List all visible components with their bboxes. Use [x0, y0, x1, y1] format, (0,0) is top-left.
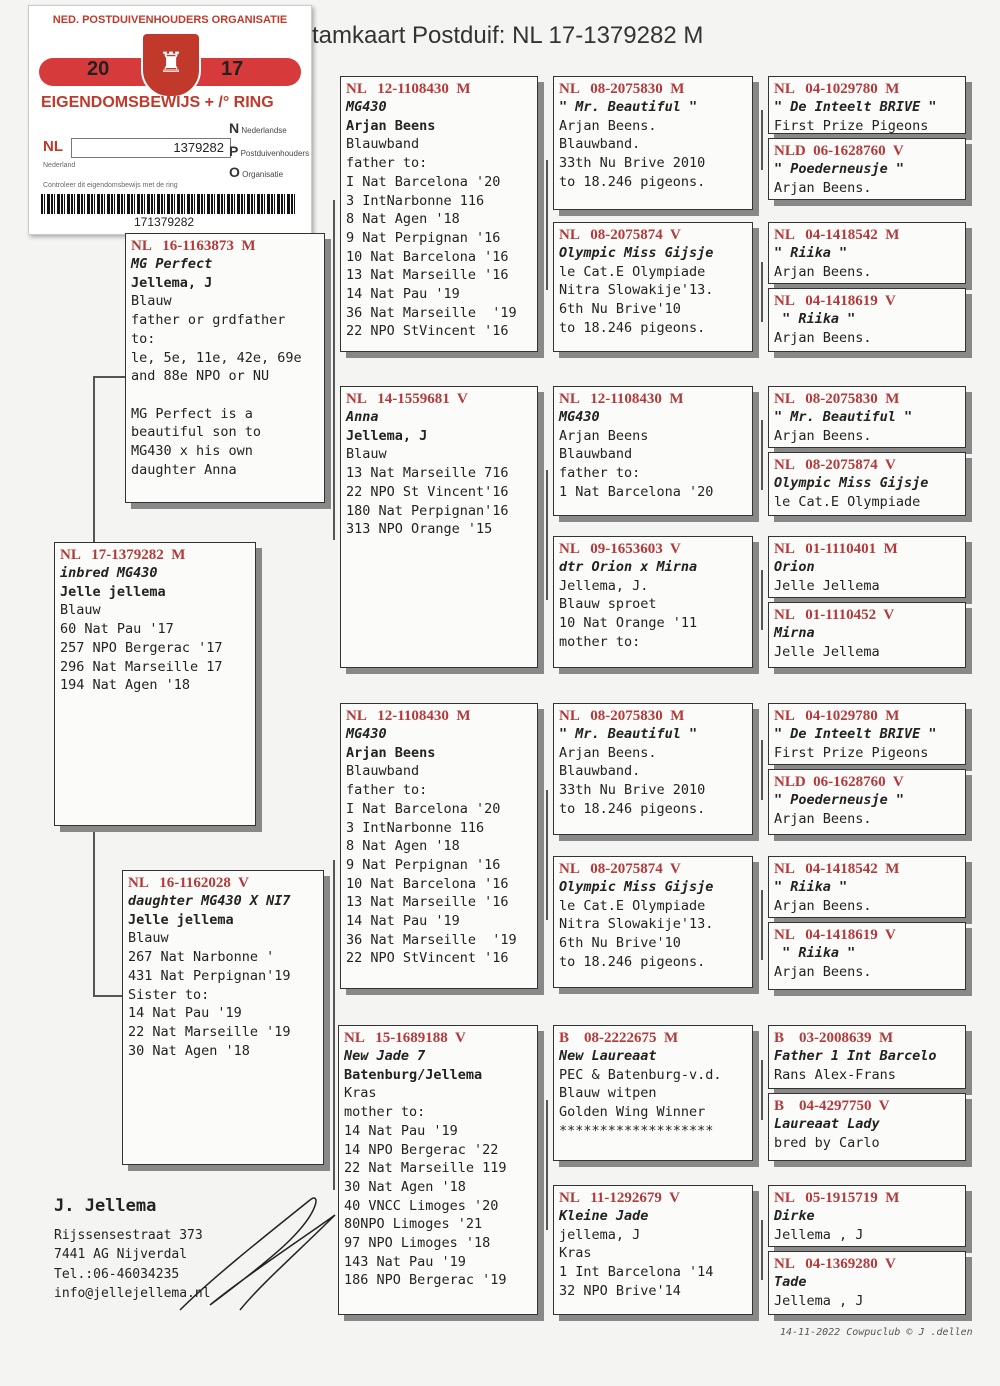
pigeon-name: " Riika "	[774, 879, 848, 895]
pigeon-name: " De Inteelt BRIVE "	[774, 726, 937, 742]
ring-number: NL 09-1653603 V	[559, 541, 681, 557]
pigeon-detail: 194 Nat Agen '18	[60, 677, 191, 694]
pigeon-name: Olympic Miss Gijsje	[559, 245, 714, 261]
pigeon-detail: 80NPO Limoges '21	[344, 1216, 483, 1233]
pigeon-g16	[768, 1251, 966, 1315]
pigeon-mmm	[553, 1185, 753, 1315]
pigeon-name: inbred MG430	[60, 565, 158, 581]
pigeon-detail: 3 IntNarbonne 116	[346, 192, 485, 209]
pigeon-detail: 14 Nat Pau '19	[346, 913, 460, 930]
ring-number: NL 08-2075874 V	[559, 861, 681, 877]
signature-scribble	[170, 1180, 350, 1320]
pigeon-detail: I Nat Barcelona '20	[346, 800, 501, 817]
pigeon-name: daughter MG430 X NI7	[128, 893, 291, 909]
pigeon-detail: mother to:	[344, 1104, 426, 1121]
pigeon-name: MG430	[346, 726, 387, 742]
pigeon-detail: mother to:	[559, 633, 641, 650]
connector	[761, 1220, 763, 1280]
pigeon-name: New Laureaat	[559, 1048, 657, 1064]
pigeon-detail: 22 NPO St Vincent'16	[346, 483, 509, 500]
breeder-street: Rijssensestraat 373	[54, 1228, 203, 1243]
pigeon-fmm	[553, 536, 753, 668]
pigeon-mmf	[553, 1025, 753, 1161]
pigeon-detail: le Cat.E Olympiade	[559, 897, 706, 914]
connector	[761, 262, 763, 322]
pigeon-fff	[553, 76, 753, 210]
pigeon-detail: 14 Nat Pau '19	[344, 1122, 458, 1139]
pigeon-detail: 30 Nat Agen '18	[128, 1042, 250, 1059]
pigeon-detail: Batenburg/Jellema	[344, 1066, 483, 1083]
pigeon-detail: 13 Nat Marseille 716	[346, 465, 509, 482]
barcode-number: 171379282	[134, 215, 195, 229]
pigeon-name: Orion	[774, 559, 815, 575]
pigeon-detail: Nitra Slowakije'13.	[559, 916, 714, 933]
pigeon-g6	[768, 452, 966, 516]
pigeon-detail: Jellema, J.	[559, 577, 649, 594]
pigeon-detail: Blauwband.	[559, 136, 641, 153]
pigeon-detail: 33th Nu Brive 2010	[559, 782, 706, 799]
pigeon-detail: Blauwband	[346, 763, 420, 780]
pigeon-name: " Poederneusje "	[774, 161, 905, 177]
pigeon-detail: Blauw	[60, 602, 101, 619]
pigeon-name: Laureaat Lady	[774, 1116, 880, 1132]
pigeon-detail: Nitra Slowakije'13.	[559, 282, 714, 299]
ring-number: NL 16-1163873 M	[131, 238, 256, 254]
org-letter-o: O Organisatie	[229, 164, 284, 180]
pigeon-ffm	[553, 222, 753, 352]
connector	[333, 860, 335, 1190]
ring-number: NL 04-1029780 M	[774, 708, 900, 724]
pigeon-g9	[768, 703, 966, 765]
pigeon-mother	[122, 870, 324, 1165]
ring-number: NL 04-1418619 V	[774, 293, 896, 309]
ring-number: NL 12-1108430 M	[346, 81, 471, 97]
pigeon-detail: to 18.246 pigeons.	[559, 800, 706, 817]
pigeon-detail: father to:	[559, 465, 641, 482]
pigeon-main	[54, 542, 256, 826]
connector	[93, 995, 125, 997]
ring-number: NL 08-2075874 V	[774, 457, 896, 473]
pigeon-g12	[768, 922, 966, 990]
pigeon-detail: 296 Nat Marseille 17	[60, 658, 223, 675]
pigeon-g13	[768, 1025, 966, 1089]
pigeon-detail: 180 Nat Perpignan'16	[346, 502, 509, 519]
pigeon-detail: 32 NPO Brive'14	[559, 1282, 681, 1299]
pigeon-detail: Jellema , J	[774, 1292, 864, 1309]
ring-number: NL 14-1559681 V	[346, 391, 468, 407]
pigeon-detail: Jellema, J	[131, 274, 213, 291]
pigeon-name: New Jade 7	[344, 1048, 426, 1064]
connector	[761, 740, 763, 800]
pigeon-detail: Arjan Beens	[346, 744, 436, 761]
pigeon-mfm	[553, 856, 753, 988]
pigeon-detail: 13 Nat Marseille '16	[346, 894, 509, 911]
pigeon-detail: Blauw	[128, 930, 169, 947]
connector	[93, 376, 95, 542]
pigeon-detail: Arjan Beens.	[774, 179, 872, 196]
pigeon-g8	[768, 602, 966, 668]
ring-number: NL 04-1418542 M	[774, 227, 900, 243]
pigeon-detail: 1 Nat Barcelona '20	[559, 483, 714, 500]
connector	[761, 420, 763, 490]
pigeon-detail: 431 Nat Perpignan'19	[128, 967, 291, 984]
pigeon-detail: 14 Nat Pau '19	[346, 286, 460, 303]
pigeon-detail: Jelle jellema	[128, 911, 234, 928]
pigeon-name: Father 1 Int Barcelo	[774, 1048, 937, 1064]
pigeon-detail: Arjan Beens.	[774, 329, 872, 346]
pigeon-name: MG430	[346, 99, 387, 115]
connector	[546, 160, 548, 290]
pigeon-name: MG430	[559, 409, 600, 425]
pigeon-detail: to 18.246 pigeons.	[559, 953, 706, 970]
pigeon-g4	[768, 288, 966, 352]
org-letter-p: P Postduivenhouders	[229, 143, 310, 159]
ring-number: NL 16-1162028 V	[128, 875, 249, 891]
pigeon-detail: PEC & Batenburg-v.d.	[559, 1066, 722, 1083]
pigeon-name: " Mr. Beautiful "	[559, 99, 698, 115]
pigeon-detail: 22 NPO StVincent '16	[346, 323, 509, 340]
pigeon-name: dtr Orion x Mirna	[559, 559, 698, 575]
pigeon-mff	[553, 703, 753, 835]
ring-number: NL 08-2075830 M	[559, 708, 685, 724]
year-left: 20	[87, 58, 110, 80]
pigeon-name: Mirna	[774, 625, 815, 641]
pigeon-fm	[340, 386, 538, 668]
pigeon-detail: Golden Wing Winner	[559, 1104, 706, 1121]
pigeon-name: Tade	[774, 1274, 807, 1290]
pigeon-detail: Jellema , J	[774, 1226, 864, 1243]
pigeon-detail: daughter Anna	[131, 461, 237, 478]
pigeon-detail: father or grdfather	[131, 312, 286, 329]
pigeon-detail: to 18.246 pigeons.	[559, 173, 706, 190]
pigeon-g15	[768, 1185, 966, 1247]
pigeon-g14	[768, 1093, 966, 1161]
pigeon-name: " De Inteelt BRIVE "	[774, 99, 937, 115]
breeder-city: 7441 AG Nijverdal	[54, 1247, 188, 1263]
connector	[761, 890, 763, 960]
pigeon-detail: 143 Nat Pau '19	[344, 1253, 466, 1270]
pigeon-detail: father to:	[346, 782, 428, 799]
org-letter-n: N Nederlandse	[229, 120, 287, 136]
pigeon-detail: Sister to:	[128, 986, 210, 1003]
pigeon-detail: Kras	[559, 1245, 592, 1262]
pigeon-g7	[768, 536, 966, 598]
pigeon-detail: Arjan Beens.	[774, 897, 872, 914]
check-note: Controleer dit eigendomsbewijs met de ring	[43, 182, 178, 189]
pigeon-name: MG Perfect	[131, 256, 213, 272]
pigeon-name: Anna	[346, 409, 379, 425]
ring-number: NL 08-2075830 M	[559, 81, 685, 97]
pigeon-detail: and 88e NPO or NU	[131, 368, 270, 385]
pigeon-detail: Arjan Beens	[559, 427, 649, 444]
ring-number: NL 17-1379282 M	[60, 547, 186, 563]
pigeon-detail: 1 Int Barcelona '14	[559, 1264, 714, 1281]
ring-number: NLD 06-1628760 V	[774, 143, 904, 159]
pigeon-g10	[768, 769, 966, 835]
pigeon-g2	[768, 138, 966, 200]
pigeon-detail: Blauw witpen	[559, 1085, 657, 1102]
pigeon-detail: 10 Nat Barcelona '16	[346, 875, 509, 892]
pigeon-detail: to 18.246 pigeons.	[559, 319, 706, 336]
pigeon-name: " Riika "	[774, 311, 856, 327]
pigeon-detail: 60 Nat Pau '17	[60, 621, 174, 638]
pigeon-detail: 9 Nat Perpignan '16	[346, 229, 501, 246]
pigeon-detail: First Prize Pigeons	[774, 117, 929, 134]
pigeon-detail: 10 Nat Orange '11	[559, 615, 698, 632]
ring-number: NL 04-1369280 V	[774, 1256, 896, 1272]
pigeon-detail: 3 IntNarbonne 116	[346, 819, 485, 836]
ring-number: NL 01-1110452 V	[774, 607, 895, 623]
pigeon-detail: Jellema, J	[346, 427, 428, 444]
pigeon-detail: Blauw sproet	[559, 596, 657, 613]
pigeon-g3	[768, 222, 966, 284]
breeder-phone: Tel.:06-46034235	[54, 1266, 180, 1282]
pigeon-detail: 36 Nat Marseille '19	[346, 304, 517, 321]
pigeon-detail: Jelle Jellema	[774, 643, 880, 660]
pigeon-detail: beautiful son to	[131, 424, 262, 441]
pigeon-detail: 97 NPO Limoges '18	[344, 1235, 491, 1252]
pigeon-mf	[340, 703, 538, 989]
pigeon-detail: bred by Carlo	[774, 1134, 880, 1151]
pigeon-detail: 33th Nu Brive 2010	[559, 155, 706, 172]
certificate-title: EIGENDOMSBEWIJS + /° RING	[41, 94, 274, 111]
pigeon-detail: I Nat Barcelona '20	[346, 173, 501, 190]
connector	[546, 790, 548, 920]
pigeon-detail: MG430 x his own	[131, 443, 253, 460]
pigeon-detail: Blauwband	[559, 446, 633, 463]
pigeon-detail: jellema, J	[559, 1226, 641, 1243]
pigeon-detail: 10 Nat Barcelona '16	[346, 248, 509, 265]
pigeon-name: " Riika "	[774, 245, 848, 261]
pigeon-detail: 40 VNCC Limoges '20	[344, 1197, 499, 1214]
org-name: NED. POSTDUIVENHOUDERS ORGANISATIE	[52, 14, 288, 26]
breeder-email: info@jellejellema.nl	[54, 1285, 211, 1301]
footer-credit: 14-11-2022 Cowpuclub © J .dellen	[780, 1327, 973, 1338]
pigeon-detail: le Cat.E Olympiade	[559, 263, 706, 280]
ring-number: NL 08-2075830 M	[774, 391, 900, 407]
pigeon-name: Dirke	[774, 1208, 815, 1224]
breeder-name: J. Jellema	[54, 1196, 157, 1216]
pigeon-detail: Kras	[344, 1085, 377, 1102]
pigeon-detail: 14 Nat Pau '19	[128, 1005, 242, 1022]
pigeon-detail: *******************	[559, 1122, 714, 1139]
pigeon-detail: First Prize Pigeons	[774, 744, 929, 761]
pigeon-detail: 6th Nu Brive'10	[559, 301, 681, 318]
pigeon-detail: 30 Nat Agen '18	[344, 1178, 466, 1195]
pigeon-detail: Rans Alex-Frans	[774, 1066, 896, 1083]
pigeon-detail: MG Perfect is a	[131, 405, 253, 422]
pigeon-detail: 8 Nat Agen '18	[346, 838, 460, 855]
ring-number: NL 04-1418619 V	[774, 927, 896, 943]
pigeon-detail: 22 Nat Marseille 119	[344, 1160, 507, 1177]
pigeon-detail: 36 Nat Marseille '19	[346, 931, 517, 948]
barcode	[41, 194, 296, 214]
pigeon-detail: 267 Nat Narbonne '	[128, 949, 275, 966]
pigeon-detail: Arjan Beens.	[559, 744, 657, 761]
year-right: 17	[221, 58, 244, 80]
pigeon-name: Olympic Miss Gijsje	[774, 475, 929, 491]
pigeon-detail	[131, 386, 319, 405]
pigeon-detail: 9 Nat Perpignan '16	[346, 856, 501, 873]
pigeon-detail: 8 Nat Agen '18	[346, 211, 460, 228]
pigeon-detail: Blauw	[346, 446, 387, 463]
connector	[93, 376, 125, 378]
pigeon-g1	[768, 76, 966, 134]
pigeon-detail: 313 NPO Orange '15	[346, 521, 493, 538]
pigeon-detail: Blauwband.	[559, 763, 641, 780]
connector	[546, 470, 548, 600]
connector	[93, 826, 95, 996]
connector	[761, 1060, 763, 1120]
lion-crest-icon: ♜	[141, 32, 201, 98]
pigeon-detail: Jelle Jellema	[774, 577, 880, 594]
ring-number: NL 01-1110401 M	[774, 541, 898, 557]
pigeon-name: " Poederneusje "	[774, 792, 905, 808]
pigeon-detail: Blauw	[131, 293, 172, 310]
pigeon-detail: Arjan Beens.	[774, 963, 872, 980]
pigeon-detail: Arjan Beens.	[559, 117, 657, 134]
pigeon-detail: 14 NPO Bergerac '22	[344, 1141, 499, 1158]
pigeon-detail: 22 Nat Marseille '19	[128, 1023, 291, 1040]
ring-number: B 03-2008639 M	[774, 1030, 894, 1046]
pigeon-name: " Riika "	[774, 945, 856, 961]
country-small: Nederland	[43, 162, 76, 169]
pigeon-detail: Arjan Beens.	[774, 263, 872, 280]
connector	[333, 200, 335, 540]
pigeon-name: Kleine Jade	[559, 1208, 649, 1224]
connector	[761, 110, 763, 170]
ownership-certificate	[28, 5, 312, 235]
pigeon-detail: 22 NPO StVincent '16	[346, 950, 509, 967]
pigeon-detail: Arjan Beens.	[774, 810, 872, 827]
page-title: tamkaart Postduif: NL 17-1379282 M	[312, 22, 704, 49]
ring-number: NL 12-1108430 M	[559, 391, 684, 407]
ring-number: 1379282	[71, 138, 231, 158]
pigeon-name: Olympic Miss Gijsje	[559, 879, 714, 895]
pigeon-name: " Mr. Beautiful "	[774, 409, 913, 425]
connector	[546, 1100, 548, 1230]
ring-number: B 04-4297750 V	[774, 1098, 890, 1114]
pigeon-detail: Arjan Beens.	[774, 427, 872, 444]
pigeon-detail: Arjan Beens	[346, 117, 436, 134]
pigeon-mm	[338, 1025, 538, 1315]
pigeon-detail: 13 Nat Marseille '16	[346, 267, 509, 284]
pigeon-g11	[768, 856, 966, 918]
pigeon-ff	[340, 76, 538, 352]
pigeon-detail: 257 NPO Bergerac '17	[60, 639, 223, 656]
pigeon-detail: 186 NPO Bergerac '19	[344, 1272, 507, 1289]
ring-number: NL 15-1689188 V	[344, 1030, 466, 1046]
pigeon-detail: le, 5e, 11e, 42e, 69e	[131, 349, 302, 366]
ring-number: NL 05-1915719 M	[774, 1190, 900, 1206]
ring-number: B 08-2222675 M	[559, 1030, 679, 1046]
pigeon-detail: Blauwband	[346, 136, 420, 153]
ring-number: NL 04-1029780 M	[774, 81, 900, 97]
pigeon-father	[125, 233, 325, 503]
pigeon-detail: Jelle jellema	[60, 583, 166, 600]
ring-number: NL 12-1108430 M	[346, 708, 471, 724]
pigeon-name: " Mr. Beautiful "	[559, 726, 698, 742]
pigeon-detail: le Cat.E Olympiade	[774, 493, 921, 510]
pigeon-g5	[768, 386, 966, 448]
connector	[761, 570, 763, 630]
ring-number: NL 11-1292679 V	[559, 1190, 680, 1206]
pigeon-detail: to:	[131, 330, 156, 347]
country-code: NL	[43, 138, 63, 155]
ring-number: NLD 06-1628760 V	[774, 774, 904, 790]
ring-number: NL 08-2075874 V	[559, 227, 681, 243]
pigeon-fmf	[553, 386, 753, 516]
ring-number: NL 04-1418542 M	[774, 861, 900, 877]
pigeon-detail: 6th Nu Brive'10	[559, 935, 681, 952]
pigeon-detail: father to:	[346, 155, 428, 172]
